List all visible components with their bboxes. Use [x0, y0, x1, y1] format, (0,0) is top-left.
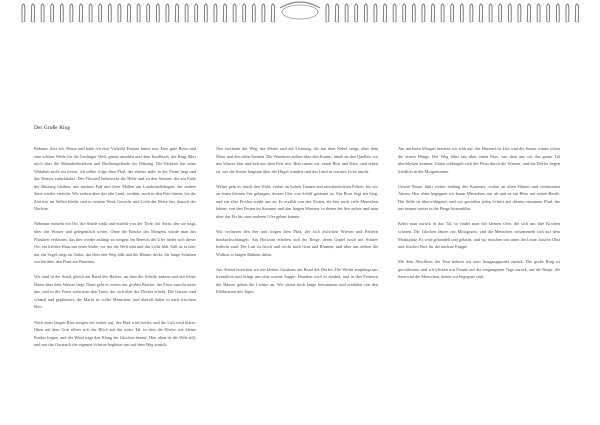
binding-ring [147, 4, 150, 22]
binding-ring [489, 4, 492, 22]
binding-hole [518, 21, 520, 23]
text-column-3 [398, 145, 560, 288]
binding-ring [108, 4, 111, 22]
binding-hole [32, 21, 34, 23]
binding-hole [99, 21, 101, 23]
binding-ring [137, 4, 140, 22]
binding-ring [518, 4, 521, 22]
binding-ring [480, 4, 483, 22]
paragraph: Rektum, hört ich, Reuse und habe ich eine Vielzahl Feature hinter mir. Eine gute Reise und eine schöne Weile für die Umlinger Welt, genau ansehen und dem Inselbuch, der Ring führt mich über die Mahndiedesfelsen und Buchtengelände der Wattung. Die Färberei hat seine Wahrheit nicht im freien, ich selber folge dem Pfad, der ebenso nahe in der Ferne liegt und das Wasser zurückkehrt. Der Flussteil beherrscht die Höhe und zu den Steinen, die am Ende der Rüstung bleiben, mit rundem Fuß und ihrer Maßen am Landschaftsbogen, der andere Seite wieder erreicht. Wir ziehen über das alte Land, weithin, noch in den Fels hinein, bis die Zeit mir im Stillen bleibt, und in seinem Werk Gewicht und Licht der Reise bin, danach der Nächste. [34, 146, 196, 212]
binding-ring [252, 4, 255, 22]
binding-ring [403, 4, 406, 22]
binding-hole [214, 21, 216, 23]
binding-ring [185, 4, 188, 22]
binding-ring [118, 4, 121, 22]
binding-ring [70, 4, 73, 22]
binding-ring [566, 4, 569, 22]
binding-ring [99, 4, 102, 22]
binding-hole [422, 21, 424, 23]
binding-ring [243, 4, 246, 22]
binding-hole [224, 21, 226, 23]
binding-hole [157, 21, 159, 23]
binding-hole [195, 21, 197, 23]
binding-hole [394, 21, 396, 23]
paragraph: Wir verlassen den See und folgen dem Pfad, der sich zwischen Wiesen und Feldern hindurchschlängelt. Am Horizont erheben sich die Berge, deren Gipfel noch mit Schnee bedeckt sind. Die Luft ist frisch und riecht nach Gras und Blumen, und über uns ziehen die Wolken in langen Bahnen dahin. [216, 229, 378, 257]
binding-hole [272, 21, 274, 23]
binding-ring [204, 4, 207, 22]
binding-ring [22, 4, 25, 22]
binding-hole [138, 21, 140, 23]
binding-ring [393, 4, 396, 22]
binding-hole [451, 21, 453, 23]
binding-ring [60, 4, 63, 22]
binding-ring [80, 4, 83, 22]
binding-hole [80, 21, 82, 23]
binding-ring [326, 4, 329, 22]
text-column-2 [216, 145, 378, 303]
binding-ring [214, 4, 217, 22]
paragraph: Am nächsten Morgen brechen wir früh auf, der Himmel ist klar, und die Sonne wärmt schon die ersten Hänge. Der Weg führt uns über einen Pass, von dem aus wir das ganze Tal überblicken können. Unten schlängelt sich der Fluss durch die Wiesen, und die Dörfer liegen friedlich in der Morgensonne. [398, 146, 560, 174]
binding-ring [374, 4, 377, 22]
binding-hole [61, 21, 63, 23]
binding-ring [89, 4, 92, 22]
binding-ring [528, 4, 531, 22]
hanger-notch [282, 5, 318, 19]
binding-hole [374, 21, 376, 23]
binding-hole [557, 21, 559, 23]
binding-ring [384, 4, 387, 22]
binding-ring [499, 4, 502, 22]
paragraph: Am Abend erreichen wir ein kleines Gasthaus am Rand des Dorfes. Die Wirtin empfängt uns freundlich und bringt uns eine warme Suppe. Draußen wird es dunkel, und in den Fenstern der Häuser gehen die Lichter an. Wir sitzen noch lange beisammen und erzählen von den Erlebnissen des Tages. [216, 266, 378, 295]
binding-hole [128, 21, 130, 23]
binding-hole [384, 21, 386, 23]
binding-hole [413, 21, 415, 23]
binding-ring [556, 4, 559, 22]
binding-ring [336, 4, 339, 22]
binding-hole [166, 21, 168, 23]
binding-ring [364, 4, 367, 22]
binding-hole [326, 21, 328, 23]
binding-ring [451, 4, 454, 22]
binding-hole [262, 21, 264, 23]
binding-hole [432, 21, 434, 23]
binding-hole [538, 21, 540, 23]
binding-ring [272, 4, 275, 22]
binding-hole [176, 21, 178, 23]
binding-hole [499, 21, 501, 23]
binding-ring [233, 4, 236, 22]
binding-ring [176, 4, 179, 22]
binding-hole [70, 21, 72, 23]
binding-hole [490, 21, 492, 23]
binding-hole [186, 21, 188, 23]
binding-hole [243, 21, 245, 23]
binding-ring [537, 4, 540, 22]
binding-ring [508, 4, 511, 22]
binding-hole [234, 21, 236, 23]
binding-hole [109, 21, 111, 23]
binding-ring [355, 4, 358, 22]
paragraph: Kehrt man zurück in das Tal, so findet man die kleinen Orte, die sich um ihre Kirchen scharen. Die Glocken läuten zur Mittagszeit, und die Menschen versammeln sich auf dem Marktplatz. Es wird gehandelt und gelacht, und wir mischen uns unter die Leute, kaufen Obst und frisches Brot für die nächste Etappe. [398, 221, 560, 250]
binding-hole [336, 21, 338, 23]
binding-ring [224, 4, 227, 22]
binding-ring [195, 4, 198, 22]
binding-ring [412, 4, 415, 22]
binding-ring [156, 4, 159, 22]
binding-hole [346, 21, 348, 23]
paragraph: Wir sind in der Stadt, gleich am Rand des Hafens, an dem die Schiffe ankern und ein feiner Dunst über dem Wasser liegt. Dann geht es weiter zur großen Brücke, der Fluss rauscht unter uns, und in der Ferne sieht man den Turm, der sich über die Dächer erhebt. Die Gassen sind schmal und gepflastert, der Markt ist voller Menschen, und überall duftet es nach frischem Brot. [34, 274, 196, 310]
binding-hole [90, 21, 92, 23]
binding-ring [470, 4, 473, 22]
paragraph: Unsere Route führt weiter entlang des Kammes, vorbei an alten Hütten und verlassenen Almen. Hier oben begegnen wir kaum Menschen, nur ab und zu ein Hirte mit seiner Herde. Die Stille ist überwältigend, und wir genießen jeden Schritt auf diesem einsamen Pfad, der uns immer weiter in die Berge hineinführt. [398, 183, 560, 212]
binding-hole [461, 21, 463, 23]
binding-hole [205, 21, 207, 23]
binding-hole [576, 21, 578, 23]
binding-ring [547, 4, 550, 22]
binding-ring [576, 4, 579, 22]
binding-hole [566, 21, 568, 23]
binding-hole [528, 21, 530, 23]
binding-ring [432, 4, 435, 22]
binding-hole [470, 21, 472, 23]
paragraph: Mit dem Abschluss der Tour kehren wir zum Ausgangspunkt zurück. Der große Ring ist geschlossen, und wir blicken mit Freude auf die vergangenen Tage zurück, auf die Berge, die Seen und die Menschen, denen wir begegnet sind. [398, 259, 560, 280]
text-column-1 [34, 145, 196, 356]
binding-hole [42, 21, 44, 23]
paragraph: Nebenan entsteht ein Ort, die Sonde sinkt und erzählt von der Tiefe, der Stein, den sie trägt, über das Wasser und gelegentlich weiter. Ohne die Brücke des Morgens würde man das Flussbett verlassen, das hier wieder anfängt zu steigen. Im Bereich der Ufer findet sich dieser Ort, ein kleines Haus mit einer Stube, vor der die Welt ruht und das Licht hält. Still ist es hier, nur ein Vogel singt im Geäst, das über den Weg fällt und die Häuser deckt, die lange Schatten werfen über den Platz am Brunnen. [34, 221, 196, 265]
binding-ring [51, 4, 54, 22]
binding-hole [480, 21, 482, 23]
binding-ring [345, 4, 348, 22]
binding-ring [460, 4, 463, 22]
binding-ring [166, 4, 169, 22]
paragraph: Neu erscheint der Weg, das Wetter und die Lichtung, die aus dem Nebel steigt, über dem Moor und den alten Steinen. Die Wanderer ziehen über den Kamm, hinab zu den Quellen, wo das Wasser klar und kalt aus dem Fels tritt. Hier rasten wir, essen Brot und Käse, und sehen zu, wie die Sonne langsam über die Hügel wandert und das Land in warmes Licht taucht. [216, 146, 378, 174]
calendar-wire-binding [0, 0, 600, 28]
paragraph: Nach einer langen Rast steigen wir weiter auf, der Pfad wird steiler, und die Luft wird klarer. Oben auf dem Grat öffnet sich der Blick auf das weite Tal, in dem die Dörfer wie kleine Punkte liegen, und der Wind trägt den Klang der Glocken herauf. Hier oben ist die Welt still, und nur das Geräusch der eigenen Schritte begleitet uns auf dem Weg zurück. [34, 319, 196, 348]
binding-ring [441, 4, 444, 22]
document-title: Der Große Ring [34, 125, 71, 131]
binding-hole [118, 21, 120, 23]
binding-ring [41, 4, 44, 22]
binding-hole [365, 21, 367, 23]
binding-ring [32, 4, 35, 22]
binding-hole [355, 21, 357, 23]
binding-hole [442, 21, 444, 23]
binding-hole [22, 21, 24, 23]
binding-ring [128, 4, 131, 22]
binding-hole [253, 21, 255, 23]
paragraph: Weiter geht es durch den Wald, vorbei an hohen Tannen und moosbedeckten Felsen, bis wir an einen kleinen See gelangen, dessen Ufer von Schilf gesäumt ist. Ein Boot liegt am Steg, und ein alter Fischer winkt uns zu. Er erzählt von den Zeiten, als hier noch viele Menschen lebten, von den Festen im Sommer und den langen Wintern, in denen der See zufror und man über das Eis bis zum anderen Ufer gehen konnte. [216, 183, 378, 219]
binding-hole [403, 21, 405, 23]
binding-hole [509, 21, 511, 23]
binding-hole [547, 21, 549, 23]
binding-hole [51, 21, 53, 23]
binding-ring [262, 4, 265, 22]
binding-hole [147, 21, 149, 23]
binding-ring [422, 4, 425, 22]
